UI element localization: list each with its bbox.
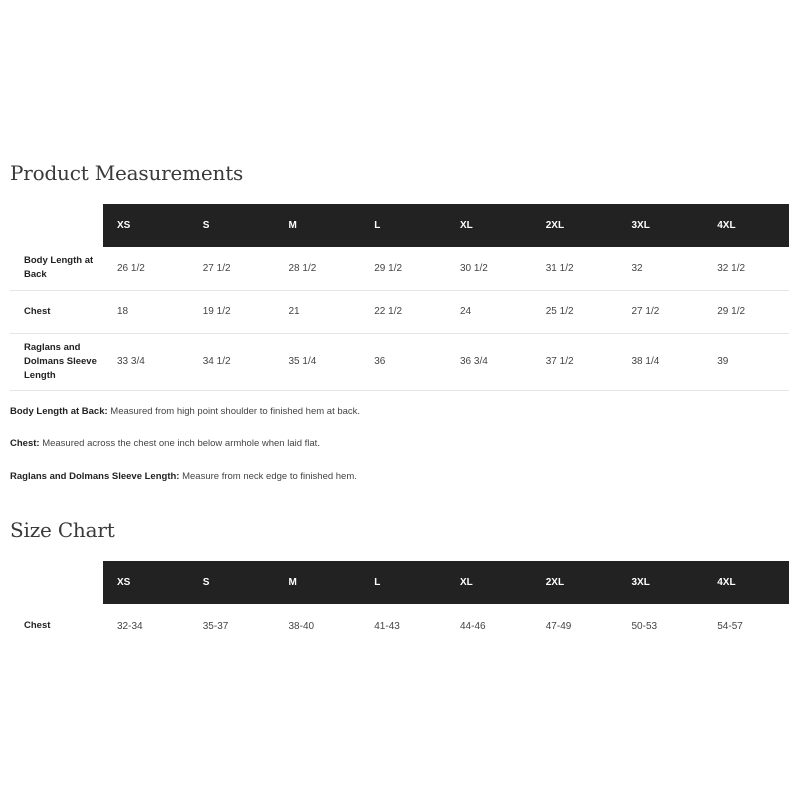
table-cell: 28 1/2	[288, 262, 317, 274]
size-header-xs: XS	[103, 204, 189, 247]
size-header-xl: XL	[446, 204, 532, 247]
table-header-row	[10, 204, 789, 247]
table-cell: 36	[374, 356, 386, 367]
table-cell: 32	[631, 262, 643, 274]
table-cell: 50-53	[631, 620, 658, 632]
size-header-xs: XS	[103, 561, 189, 604]
product-measurements-title: Product Measurements	[10, 161, 244, 185]
product-measurements-table	[10, 204, 789, 391]
size-header-l: L	[360, 561, 446, 604]
row-label-chest: Chest	[24, 305, 51, 317]
row-label-chest: Chest	[24, 620, 51, 631]
size-header-l: L	[360, 204, 446, 247]
table-cell: 22 1/2	[374, 306, 403, 317]
note-term: Chest:	[10, 438, 40, 449]
table-cell: 27 1/2	[202, 262, 231, 274]
table-cell: 32-34	[117, 620, 143, 632]
size-header-2xl: 2XL	[532, 204, 618, 247]
table-cell: 35 1/4	[288, 356, 317, 367]
row-label-body-length: Body Length at Back	[24, 255, 94, 281]
table-cell: 38 1/4	[631, 356, 660, 367]
table-cell: 30 1/2	[460, 262, 488, 274]
row-label-sleeve-length: Raglans and Dolmans Sleeve Length	[24, 341, 97, 381]
header-corner	[10, 561, 103, 604]
note-text: Measure from neck edge to finished hem.	[179, 471, 357, 482]
table-cell: 38-40	[288, 620, 315, 632]
size-header-s: S	[189, 204, 275, 247]
table-cell: 26 1/2	[117, 262, 145, 274]
note-sleeve-length	[10, 471, 357, 482]
note-text: Measured from high point shoulder to finished hem at back.	[107, 406, 361, 417]
table-cell: 35-37	[202, 620, 229, 632]
table-cell: 32 1/2	[717, 262, 746, 274]
table-cell: 33 3/4	[117, 356, 145, 367]
size-header-3xl: 3XL	[618, 561, 704, 604]
table-cell: 29 1/2	[374, 262, 403, 274]
table-row	[10, 290, 789, 333]
table-cell: 54-57	[717, 620, 743, 632]
header-corner	[10, 204, 103, 247]
table-cell: 44-46	[460, 620, 486, 632]
size-header-xl: XL	[446, 561, 532, 604]
size-chart-table	[10, 561, 789, 648]
table-header-row	[10, 561, 789, 604]
table-row	[10, 247, 789, 290]
note-term: Raglans and Dolmans Sleeve Length:	[10, 471, 180, 482]
size-header-3xl: 3XL	[618, 204, 704, 247]
table-cell: 39	[717, 356, 729, 367]
size-header-m: M	[275, 204, 361, 247]
size-header-4xl: 4XL	[703, 561, 789, 604]
size-header-s: S	[189, 561, 275, 604]
table-cell: 27 1/2	[631, 306, 660, 317]
size-chart-title: Size Chart	[10, 518, 115, 542]
table-cell: 25 1/2	[545, 306, 574, 317]
size-header-2xl: 2XL	[532, 561, 618, 604]
table-cell: 31 1/2	[545, 262, 574, 274]
table-cell: 18	[117, 306, 129, 317]
table-cell: 41-43	[374, 620, 400, 632]
table-cell: 34 1/2	[202, 356, 231, 367]
table-cell: 24	[460, 306, 472, 317]
note-text: Measured across the chest one inch below armhole when laid flat.	[39, 438, 320, 449]
table-row	[10, 604, 789, 648]
note-term: Body Length at Back:	[10, 406, 108, 417]
table-cell: 21	[288, 306, 300, 317]
table-cell: 36 3/4	[460, 356, 488, 367]
table-cell: 19 1/2	[202, 306, 231, 317]
note-body-length	[10, 406, 360, 417]
note-chest	[10, 438, 320, 449]
size-header-m: M	[275, 561, 361, 604]
table-cell: 37 1/2	[545, 356, 574, 367]
table-cell: 29 1/2	[717, 306, 746, 317]
size-header-4xl: 4XL	[703, 204, 789, 247]
table-row	[10, 333, 789, 390]
table-cell: 47-49	[545, 620, 572, 632]
